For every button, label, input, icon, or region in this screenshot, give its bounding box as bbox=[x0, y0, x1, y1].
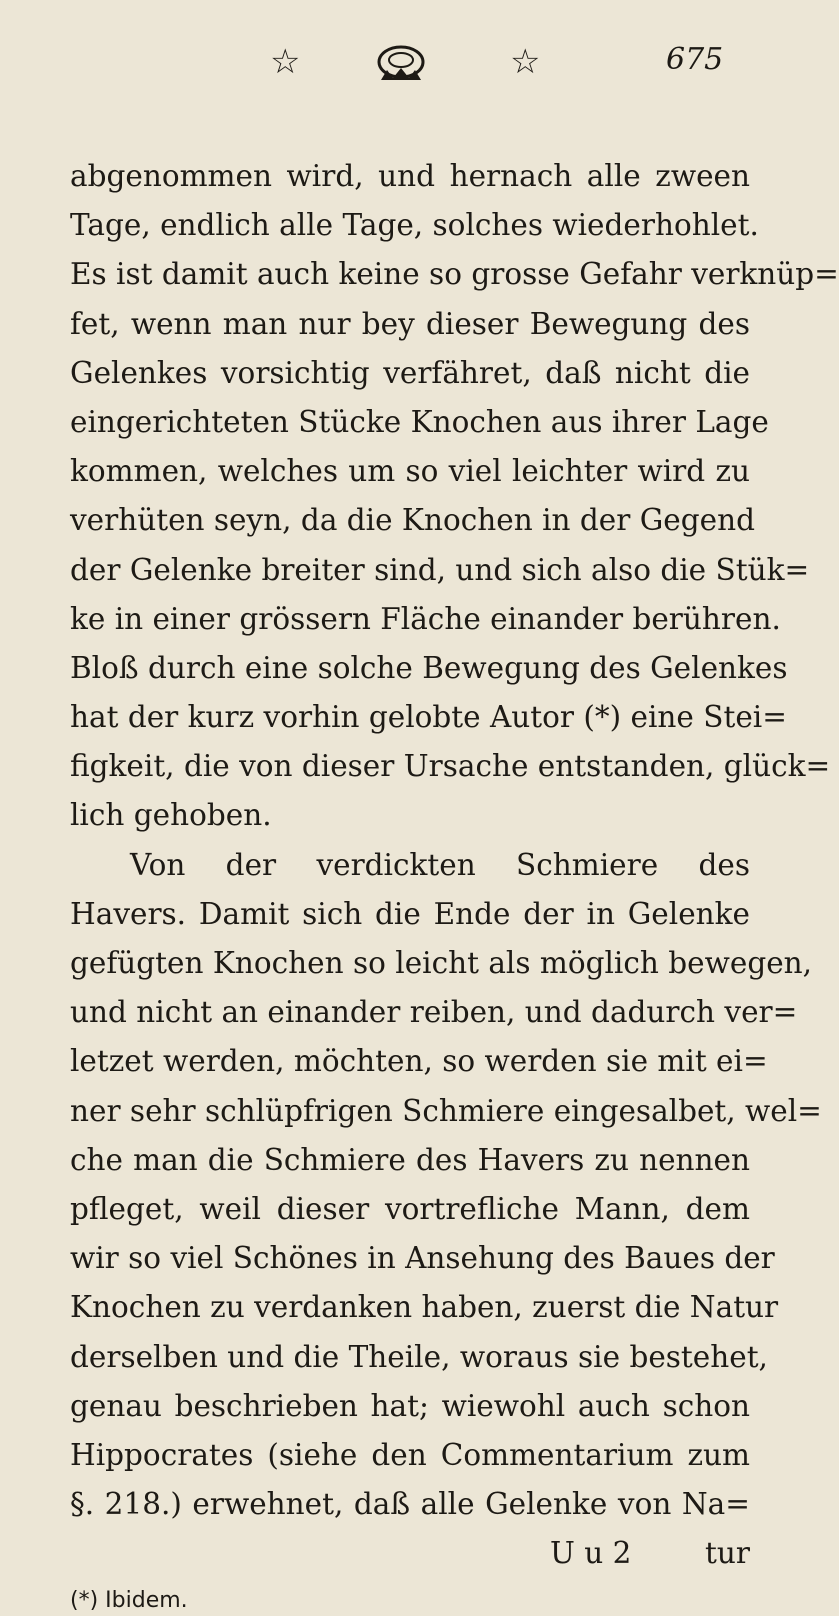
text-line: wir so viel Schönes in Ansehung des Baues der bbox=[70, 1241, 775, 1276]
catchword: tur bbox=[705, 1536, 750, 1571]
text-line: ke in einer grössern Fläche einander berühren. bbox=[70, 601, 781, 636]
signature-mark: U u 2 bbox=[550, 1536, 632, 1571]
signature-line bbox=[70, 1529, 750, 1578]
text-line: Tage, endlich alle Tage, solches wiederhohlet. bbox=[70, 208, 759, 243]
text-line: letzet werden, möchten, so werden sie mit ei= bbox=[70, 1044, 768, 1079]
page-number: 675 bbox=[666, 42, 724, 77]
text-line: Gelenkes vorsichtig verfähret, daß nicht die bbox=[70, 355, 750, 390]
text-line: eingerichteten Stücke Knochen aus ihrer Lage bbox=[70, 404, 769, 439]
footnote: (*) Ibidem. bbox=[70, 1588, 188, 1614]
star-ornament-icon: ☆ bbox=[270, 42, 301, 82]
text-line: pfleget, weil dieser vortrefliche Mann, dem bbox=[70, 1191, 750, 1226]
text-line: kommen, welches um so viel leichter wird zu bbox=[70, 454, 750, 489]
text-line: §. 218.) erwehnet, daß alle Gelenke von Na= bbox=[70, 1487, 750, 1522]
text-line: lich gehoben. bbox=[70, 798, 272, 833]
text-line: figkeit, die von dieser Ursache entstanden, glück= bbox=[70, 749, 831, 784]
crown-ornament-icon bbox=[373, 42, 429, 88]
text-line: und nicht an einander reiben, und dadurch ver= bbox=[70, 995, 798, 1030]
text-line: der Gelenke breiter sind, und sich also die Stük= bbox=[70, 552, 810, 587]
text-line: fet, wenn man nur bey dieser Bewegung des bbox=[70, 306, 750, 341]
text-line: verhüten seyn, da die Knochen in der Gegend bbox=[70, 503, 755, 538]
text-line: Hippocrates (siehe den Commentarium zum bbox=[70, 1437, 750, 1472]
text-line: Bloß durch eine solche Bewegung des Gelenkes bbox=[70, 650, 788, 685]
text-line: Havers. Damit sich die Ende der in Gelenke bbox=[70, 896, 750, 931]
text-line: Knochen zu verdanken haben, zuerst die Natur bbox=[70, 1290, 779, 1325]
text-line: derselben und die Theile, woraus sie bestehet, bbox=[70, 1339, 768, 1374]
body-text bbox=[70, 152, 839, 1578]
text-line: che man die Schmiere des Havers zu nennen bbox=[70, 1142, 750, 1177]
text-line: Es ist damit auch keine so grosse Gefahr verknüp= bbox=[70, 257, 839, 292]
text-line: hat der kurz vorhin gelobte Autor (*) eine Stei= bbox=[70, 700, 787, 735]
text-line: gefügten Knochen so leicht als möglich bewegen, bbox=[70, 946, 813, 980]
page-header bbox=[70, 42, 750, 102]
text-line: ner sehr schlüpfrigen Schmiere eingesalbet, wel= bbox=[70, 1093, 822, 1128]
star-ornament-icon: ☆ bbox=[510, 42, 541, 82]
section-heading: Von der verdickten Schmiere des bbox=[130, 847, 750, 882]
text-line: genau beschrieben hat; wiewohl auch schon bbox=[70, 1388, 750, 1423]
text-line: abgenommen wird, und hernach alle zween bbox=[70, 159, 750, 193]
